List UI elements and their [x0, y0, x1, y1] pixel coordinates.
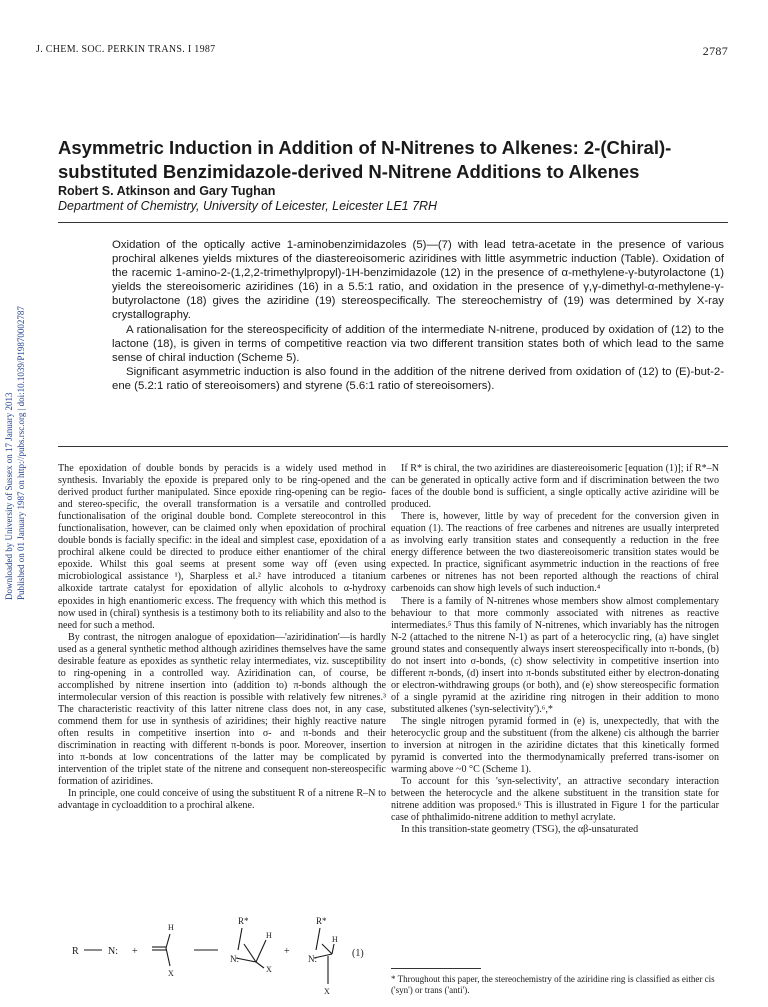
scheme-h-label: H	[332, 935, 338, 944]
scheme-x-label: X	[324, 987, 330, 996]
scheme-aziridine-n: N:	[308, 954, 317, 964]
abstract-paragraph: Significant asymmetric induction is also found in the addition of the nitrene derived from oxidation of (12) to (E)-but-2-ene (5.2:1 ratio of stereoisomers) and styrene (5.6:1 ratio of stereoisomers).	[112, 365, 724, 392]
scheme-r-label: R	[72, 946, 79, 957]
scheme-h-label: H	[168, 923, 174, 932]
scheme-rstar-label: R*	[238, 916, 249, 926]
scheme-x-label: X	[168, 969, 174, 978]
scheme-h-label: H	[266, 931, 272, 940]
scheme-rstar-label: R*	[316, 916, 327, 926]
abstract	[112, 238, 724, 393]
body-paragraph: In this transition-state geometry (TSG), the αβ-unsaturated	[401, 824, 639, 836]
page-number: 2787	[702, 44, 728, 58]
scheme-plus: +	[284, 946, 290, 957]
body-paragraph: To account for this 'syn-selectivity', an attractive secondary interaction between the heterocycle and the alkene substituent in the transition state for nitrene addition was proposed.⁶ This is illustrated in Figure 1 for the particular case of phthalimido-nitrene addition to methyl acrylate.	[391, 776, 719, 824]
footnote-divider	[391, 968, 481, 969]
affiliation: Department of Chemistry, University of Leicester, Leicester LE1 7RH	[58, 199, 438, 213]
body-paragraph: There is, however, little by way of precedent for the conversion given in equation (1). The reactions of free carbenes and nitrenes are usually interpreted as involving early transition states and consequently a reduction in the free energy difference between the two diastereoisomeric transition states would be expected. In practice, significant asymmetric induction in the reactions of free carbenes or nitrenes has not been reported although the reactions of chiral carbenoids can show high levels of such induction.⁴	[391, 511, 719, 595]
scheme-aziridine-n: N:	[230, 954, 239, 964]
left-column	[58, 463, 386, 812]
body-paragraph: The epoxidation of double bonds by peracids is a widely used method in synthesis. Invariably the epoxide is prepared only to be ring-opened and the derived product further manipulated. Since epoxide ring-opening can be regio- and stereo-specific, the overall transformation is a versatile and controlled functionalisation of the original double bond. Complete stereocontrol in this functionalisation, however, can be claimed only when epoxidation of prochiral double bonds is facially specific: in the ideal and simplest case, epoxidation of a prochiral alkene could be directed to produce either enantiomer of the chiral epoxide. Whilst this goal seems at present some way off (even using microbiological assistance ¹), Sharpless et al.² have introduced a titanium alkoxide tartrate catalyst for epoxidation of allylic alcohols to α-hydroxy epoxides in high enantiomeric excess. The frequency with which this method is now used in (chiral) synthesis is a testimony both to its reliability and also to the need for such a method.	[58, 463, 386, 631]
body-paragraph: If R* is chiral, the two aziridines are diastereoisomeric [equation (1)]; if R*–N can be generated in optically active form and if discrimination between the two faces of the double bond is sufficient, a single optically active aziridine will be produced.	[391, 463, 719, 511]
download-watermark	[4, 240, 26, 600]
equation-number: (1)	[352, 948, 364, 959]
author-list: Robert S. Atkinson and Gary Tughan	[58, 184, 276, 198]
doi-link[interactable]: Published on 01 January 1987 on http://pubs.rsc.org | doi:10.1039/P19870002787	[16, 306, 26, 600]
divider-bottom	[58, 446, 728, 447]
article-title: Asymmetric Induction in Addition of N-Nitrenes to Alkenes: 2-(Chiral)-substituted Benzimidazole-derived N-Nitrene Additions to Alkenes	[58, 137, 672, 182]
divider-top	[58, 222, 728, 223]
body-paragraph: There is a family of N-nitrenes whose members show almost complementary behaviour to that more commonly associated with nitrenes as reactive intermediates.⁵ Thus this family of N-nitrenes, which invariably has the nitrogen N-2 (attached to the nitrene N-1) as part of a heterocyclic ring, (a) have singlet ground states and consequently always insert stereospecifically into π-bonds, (b) do not insert into σ-bonds, (c) show selectivity in competitive insertion into different π-bonds, (d) insert into π-bonds substituted either by electron-donating or electron-withdrawing groups (or both), and (e) show stereospecific formation of a single pyramid at the aziridine ring nitrogen in their addition to mono substituted alkenes ('syn-selectivity').⁶,*	[391, 595, 719, 715]
reaction-scheme-drawing	[70, 910, 380, 1002]
right-column	[391, 463, 719, 836]
body-paragraph: By contrast, the nitrogen analogue of epoxidation—'aziridination'—is hardly used as a general synthetic method although aziridines themselves have the same desirable feature as epoxides as synthetic relay intermediates, viz. susceptibility to ring-opening in a controlled way. Aziridination can, of course, be accomplished by nitrene insertion into (addition to) π-bonds although the intermolecular version of this reaction is possible with relatively few nitrenes.³ The characteristic reactivity of this latter nitrene class does not, in any case, commend them for use in synthesis of aziridines; their highly reactive nature often results in competitive insertion into σ- and π-bonds and their discrimination in reacting with different π-bonds is poor. Moreover, insertion into π-bonds at low concentrations of the latter may be complicated by intervention of the triplet state of the nitrene and consequent non-stereospecific formation of aziridines.	[58, 631, 386, 788]
abstract-paragraph: A rationalisation for the stereospecificity of addition of the intermediate N-nitrene, produced by oxidation of (12) to the lactone (18), is given in terms of competitive reaction via two different transition states both of which lead to the same sense of chiral induction (Scheme 5).	[112, 323, 724, 364]
body-paragraph: In principle, one could conceive of using the substituent R of a nitrene R–N to advantage in cycloaddition to a prochiral alkene.	[58, 788, 386, 812]
download-note: Downloaded by University of Sussex on 17 January 2013	[4, 392, 14, 600]
abstract-paragraph: Oxidation of the optically active 1-aminobenzimidazoles (5)—(7) with lead tetra-acetate in the presence of various prochiral alkenes yields mixtures of the diastereoisomeric aziridines with little asymmetric induction (Table). Oxidation of the racemic 1-amino-2-(1,2,2-trimethylpropyl)-1H-benzimidazole (12) in the presence of α-methylene-γ-butyrolactone (1) yields the stereoisomeric aziridines (16) in a 5.5:1 ratio, and oxidation in the presence of γ,γ-dimethyl-α-methylene-γ-butyrolactone (18) gives the aziridine (19) stereospecifically. The stereochemistry of (19) was determined by X-ray crystallography.	[112, 239, 724, 322]
equation-1-scheme	[70, 910, 380, 1002]
running-header: J. CHEM. SOC. PERKIN TRANS. I 1987	[36, 44, 216, 55]
footnote: * Throughout this paper, the stereochemistry of the aziridine ring is classified as either cis ('syn') or trans ('anti').	[391, 974, 715, 995]
scheme-plus: +	[132, 946, 138, 957]
body-paragraph: The single nitrogen pyramid formed in (e) is, unexpectedly, that with the heterocyclic group and the substituent (from the alkene) cis although the barrier to inversion at nitrogen in the aziridine dictates that this kinetically formed pyramid is converted into the thermodynamically preferred trans-isomer on warming above ~0 °C (Scheme 1).	[391, 715, 719, 776]
scheme-nitrene-label: N:	[108, 946, 118, 957]
scheme-x-label: X	[266, 965, 272, 974]
